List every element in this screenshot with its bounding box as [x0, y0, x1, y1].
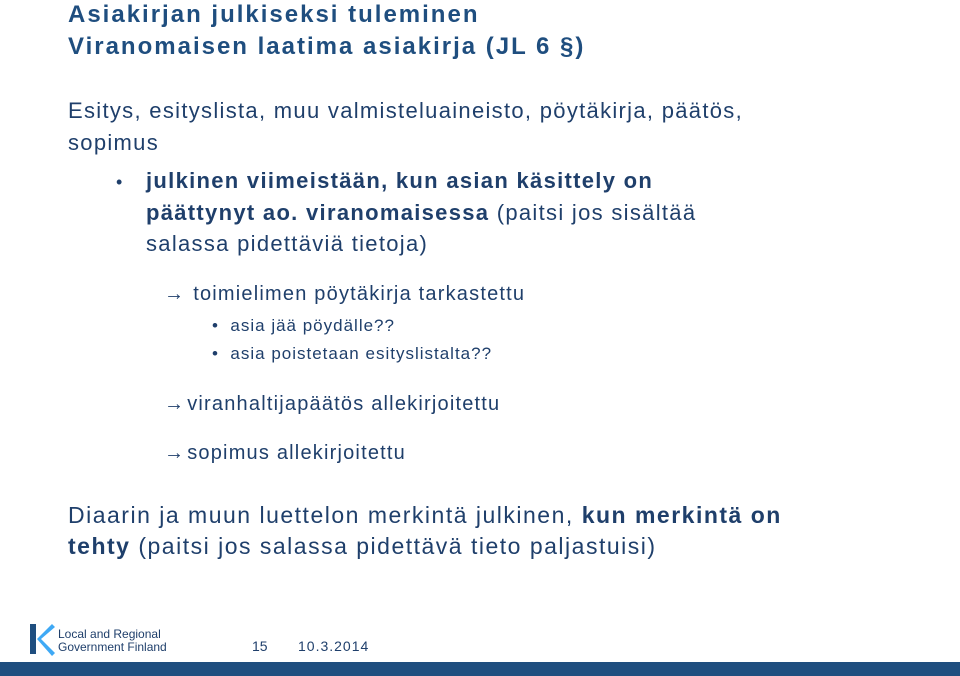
diary-line2 [68, 533, 657, 560]
bullet1-bold-part: päättynyt ao. viranomaisessa [146, 200, 490, 225]
right-arrow-icon: → [164, 283, 186, 305]
sub-bullet-2-text: asia poistetaan esityslistalta?? [230, 344, 493, 363]
diary-bold-part: kun merkintä on [581, 502, 782, 528]
intro-line1: Esitys, esityslista, muu valmisteluaineisto, pöytäkirja, päätös, [68, 98, 743, 123]
diary-normal-part-2: (paitsi jos salassa pidettävä tieto paljastuisi) [130, 533, 657, 559]
arrow-item-2 [164, 393, 500, 416]
right-arrow-icon: → [164, 393, 186, 415]
arrow-item-1 [164, 283, 525, 306]
page-number: 15 [252, 638, 268, 654]
bullet1-normal-part: (paitsi jos sisältää [489, 200, 697, 225]
arrow-item-3-text: sopimus allekirjoitettu [187, 442, 406, 464]
bullet1-line1: julkinen viimeistään, kun asian käsittely on [146, 168, 654, 193]
bullet-dot: • [116, 172, 123, 192]
logo-mark-icon [28, 622, 56, 656]
logo-text-line2: Government Finland [58, 640, 167, 654]
diary-line1 [68, 502, 782, 529]
sub-bullet-2 [212, 344, 492, 364]
footer-bar [0, 662, 960, 676]
sub-bullet-1-text: asia jää pöydälle?? [230, 316, 395, 335]
diary-bold-part-2: tehty [68, 533, 131, 559]
bullet1-line3: salassa pidettäviä tietoja) [146, 231, 429, 256]
bullet-dot: • [212, 344, 231, 363]
slide-title-line2: Viranomaisen laatima asiakirja (JL 6 §) [68, 33, 586, 60]
organization-logo [28, 622, 188, 658]
right-arrow-icon: → [164, 442, 186, 464]
slide-title-line1: Asiakirjan julkiseksi tuleminen [68, 1, 480, 28]
bullet-dot: • [212, 316, 231, 335]
bullet1-line2 [146, 200, 696, 226]
arrow-item-2-text: viranhaltijapäätös allekirjoitettu [187, 393, 501, 415]
arrow-item-3 [164, 442, 406, 465]
sub-bullet-1 [212, 316, 395, 336]
arrow-item-1-text: toimielimen pöytäkirja tarkastettu [193, 283, 526, 305]
slide-date: 10.3.2014 [298, 638, 370, 654]
diary-normal-part: Diaarin ja muun luettelon merkintä julkinen, [68, 502, 582, 528]
logo-text-line1: Local and Regional [58, 627, 161, 641]
intro-line2: sopimus [68, 130, 160, 155]
